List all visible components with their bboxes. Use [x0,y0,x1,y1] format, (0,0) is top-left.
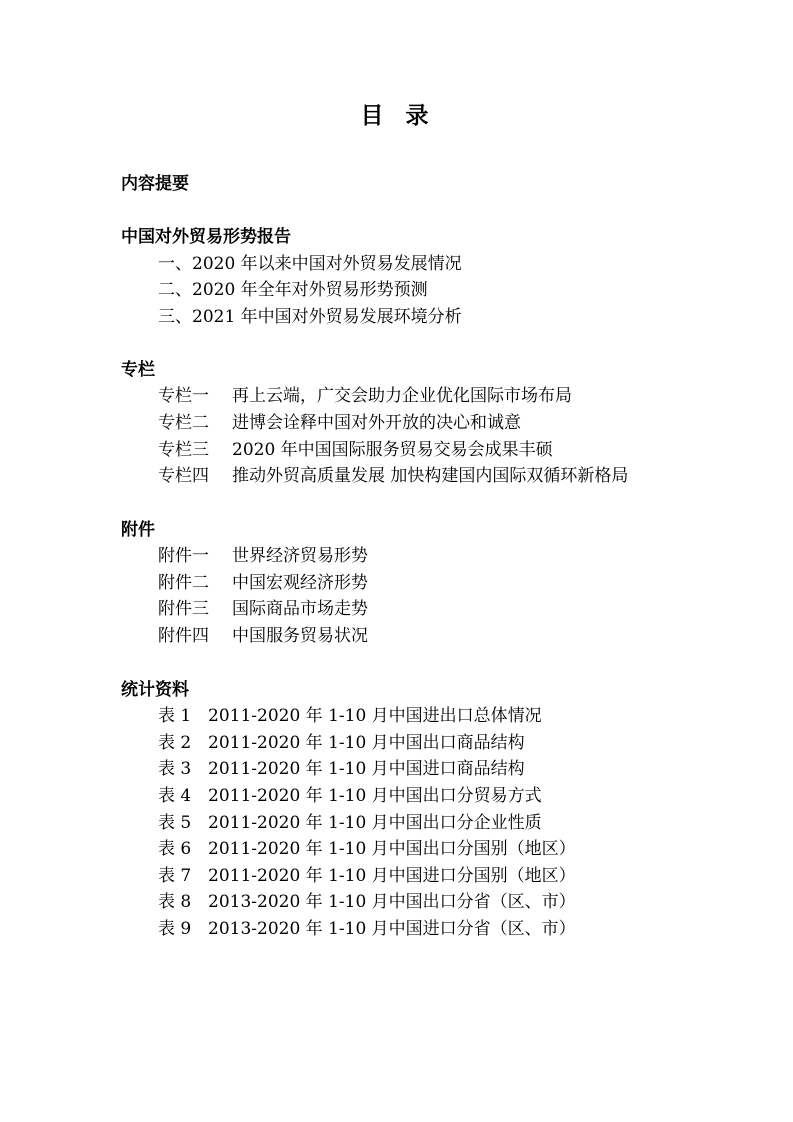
toc-item-appendix-3[interactable] [158,597,368,621]
toc-item-column-3[interactable] [158,438,553,462]
toc-heading-appendix[interactable]: 附件 [121,520,155,540]
toc-item-table-7[interactable] [158,864,576,888]
toc-item-text: 2011-2020 年 1-10 月中国进口分国别（地区） [208,866,576,886]
toc-item-report-2[interactable]: 二、2020 年全年对外贸易形势预测 [158,280,428,300]
toc-item-label: 专栏三 [158,440,209,460]
page-title [0,100,793,132]
toc-item-label: 表 7 [158,866,192,886]
toc-item-table-3[interactable] [158,757,525,781]
toc-heading-summary[interactable]: 内容提要 [121,174,189,194]
toc-heading-statistics[interactable]: 统计资料 [121,680,189,700]
toc-item-label: 表 5 [158,813,192,833]
toc-item-text: 2011-2020 年 1-10 月中国进口商品结构 [208,759,525,779]
toc-item-table-8[interactable] [158,890,576,914]
toc-item-table-2[interactable] [158,731,525,755]
toc-item-column-2[interactable] [158,411,521,435]
toc-item-text: 2013-2020 年 1-10 月中国出口分省（区、市） [208,892,576,912]
title-char-2: 录 [405,103,433,129]
toc-item-appendix-1[interactable] [158,544,368,568]
toc-item-table-4[interactable] [158,784,542,808]
toc-item-table-9[interactable] [158,917,576,941]
toc-item-label: 表 6 [158,839,192,859]
title-char-1: 目 [360,103,388,129]
toc-item-column-1[interactable] [158,384,572,408]
toc-item-label: 附件三 [158,599,209,619]
toc-item-text: 2011-2020 年 1-10 月中国进出口总体情况 [208,706,542,726]
toc-item-label: 专栏二 [158,413,209,433]
toc-heading-columns[interactable]: 专栏 [121,360,155,380]
toc-item-label: 附件一 [158,546,209,566]
toc-item-appendix-4[interactable] [158,624,368,648]
toc-item-label: 附件四 [158,626,209,646]
toc-item-text: 中国宏观经济形势 [232,573,368,593]
toc-item-text: 2011-2020 年 1-10 月中国出口商品结构 [208,733,525,753]
toc-item-text: 2011-2020 年 1-10 月中国出口分贸易方式 [208,786,542,806]
toc-item-text: 再上云端，广交会助力企业优化国际市场布局 [232,386,572,406]
toc-item-label: 专栏四 [158,466,209,486]
toc-item-appendix-2[interactable] [158,571,368,595]
toc-item-report-3[interactable]: 三、2021 年中国对外贸易发展环境分析 [158,307,462,327]
toc-item-label: 表 2 [158,733,192,753]
toc-item-label: 表 3 [158,759,192,779]
toc-item-table-1[interactable] [158,704,542,728]
toc-item-text: 2011-2020 年 1-10 月中国出口分企业性质 [208,813,542,833]
toc-item-label: 附件二 [158,573,209,593]
toc-item-table-5[interactable] [158,811,542,835]
toc-item-table-6[interactable] [158,837,576,861]
toc-heading-report[interactable]: 中国对外贸易形势报告 [121,227,291,247]
toc-item-text: 中国服务贸易状况 [232,626,368,646]
toc-item-label: 专栏一 [158,386,209,406]
toc-item-label: 表 8 [158,892,192,912]
toc-item-label: 表 9 [158,919,192,939]
toc-item-text: 世界经济贸易形势 [232,546,368,566]
toc-item-report-1[interactable]: 一、2020 年以来中国对外贸易发展情况 [158,254,462,274]
toc-item-label: 表 4 [158,786,192,806]
toc-item-text: 进博会诠释中国对外开放的决心和诚意 [232,413,521,433]
toc-item-text: 2020 年中国国际服务贸易交易会成果丰硕 [232,440,553,460]
toc-item-text: 国际商品市场走势 [232,599,368,619]
toc-item-text: 2013-2020 年 1-10 月中国进口分省（区、市） [208,919,576,939]
toc-item-text: 推动外贸高质量发展 加快构建国内国际双循环新格局 [232,466,629,486]
toc-item-text: 2011-2020 年 1-10 月中国出口分国别（地区） [208,839,576,859]
toc-item-label: 表 1 [158,706,192,726]
toc-item-column-4[interactable] [158,464,628,488]
